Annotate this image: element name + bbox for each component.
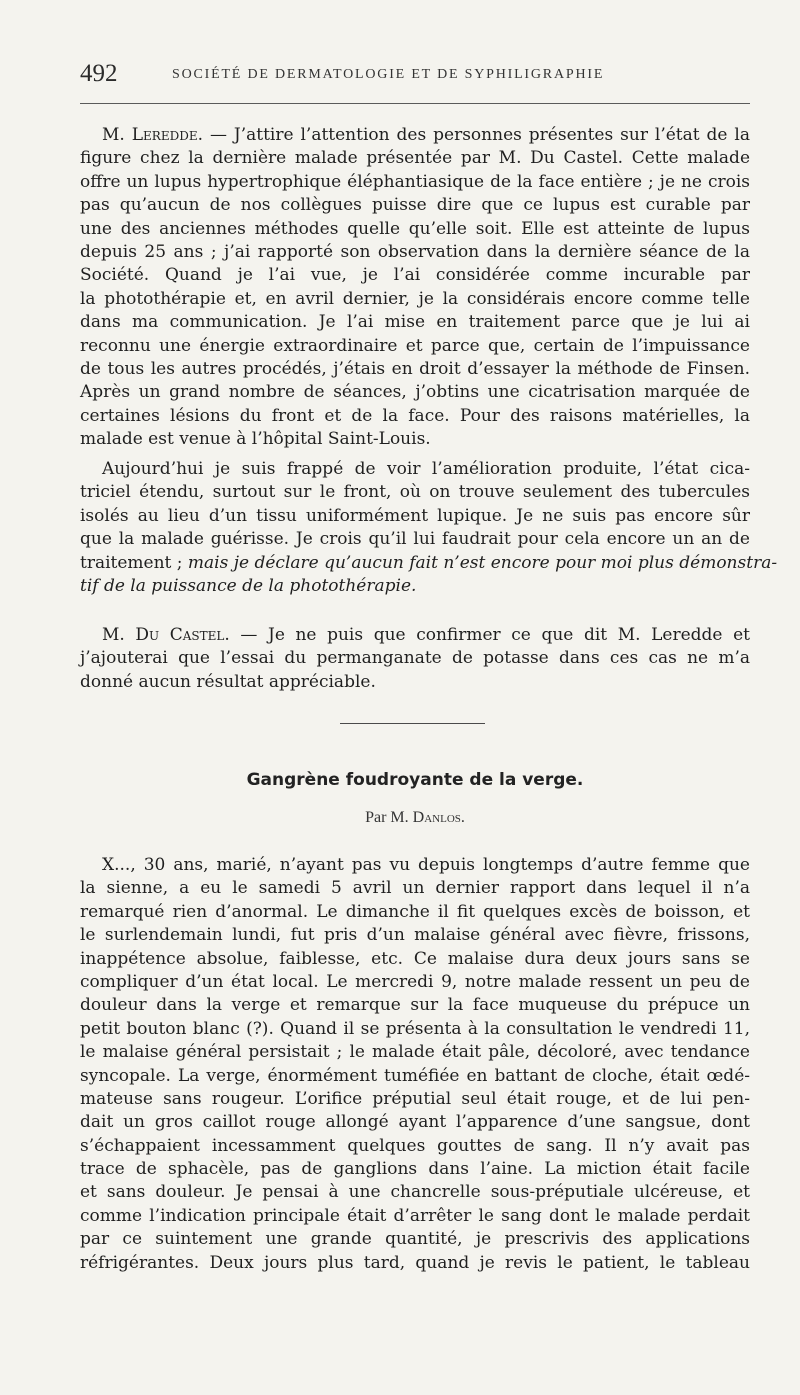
- text-line: M. Du Castel. — Je ne puis que confirmer ce que dit M. Leredde et: [102, 625, 750, 645]
- text-line: certaines lésions du front et de la face. Pour des raisons matérielles, la: [80, 405, 750, 426]
- text-line: X..., 30 ans, marié, n’ayant pas vu depuis longtemps d’autre femme que: [102, 855, 750, 875]
- text-line: s’échappaient incessamment quelques gouttes de sang. Il n’y avait pas: [80, 1135, 750, 1156]
- text-line: j’ajouterai que l’essai du permanganate de potasse dans ces cas ne m’a: [80, 648, 750, 669]
- text-line: syncopale. La verge, énormément tuméfiée en battant de cloche, était œdé-: [80, 1065, 750, 1086]
- text-line: douleur dans la verge et remarque sur la face muqueuse du prépuce un: [80, 995, 750, 1016]
- text-line: la photothérapie et, en avril dernier, je la considérais encore comme telle: [80, 288, 750, 309]
- text-line: réfrigérantes. Deux jours plus tard, quand je revis le patient, le tableau: [80, 1252, 750, 1273]
- text-line: triciel étendu, surtout sur le front, où on trouve seulement des tubercules: [80, 482, 750, 503]
- speaker-name: M. Du Castel.: [102, 625, 230, 645]
- text-line: M. Leredde. — J’attire l’attention des personnes présentes sur l’état de la: [102, 125, 751, 145]
- author-name: Danlos.: [412, 809, 465, 826]
- text-line: offre un lupus hypertrophique éléphantiasique de la face entière ; je ne crois: [80, 171, 750, 192]
- article-byline: Par M. Danlos.: [365, 809, 465, 826]
- text-line: reconnu une énergie extraordinaire et parce que, certain de l’impuissance: [80, 335, 750, 356]
- text-line: que la malade guérisse. Je crois qu’il lui faudrait pour cela encore un an de: [80, 529, 750, 550]
- text-line: mateuse sans rougeur. L’orifice préputial seul était rouge, et de lui pen-: [80, 1088, 750, 1109]
- text-line: Société. Quand je l’ai vue, je l’ai considérée comme incurable par: [80, 265, 750, 286]
- text-line: le malaise général persistait ; le malade était pâle, décoloré, avec tendance: [80, 1042, 750, 1063]
- text-line: par ce suintement une grande quantité, je prescrivis des applications: [80, 1229, 750, 1250]
- italic-emphasis: tif de la puissance de la photothérapie.: [80, 575, 417, 596]
- speaker-name: M. Leredde.: [102, 125, 204, 145]
- text-line: isolés au lieu d’un tissu uniformément lupique. Je ne suis pas encore sûr: [80, 505, 750, 526]
- paragraph-du-castel: [80, 624, 750, 694]
- text-line: figure chez la dernière malade présentée par M. Du Castel. Cette malade: [80, 148, 750, 169]
- running-title: SOCIÉTÉ DE DERMATOLOGIE ET DE SYPHILIGRAPHIE: [172, 67, 605, 82]
- text-line: inappétence absolue, faiblesse, etc. Ce malaise dura deux jours sans se: [80, 948, 750, 969]
- text-line: pas qu’aucun de nos collègues puisse dire que ce lupus est curable par: [80, 195, 750, 216]
- text-line: de tous les autres procédés, j’étais en droit d’essayer la méthode de Finsen.: [80, 358, 750, 379]
- text-line: traitement ; mais je déclare qu’aucun fait n’est encore pour moi plus démonstra-: [80, 552, 778, 573]
- text-line: donné aucun résultat appréciable.: [80, 671, 376, 692]
- italic-emphasis: mais je déclare qu’aucun fait n’est encore pour moi plus démonstra-: [187, 552, 778, 573]
- section-divider: [340, 723, 485, 724]
- page-number: 492: [80, 60, 118, 87]
- text-line: Après un grand nombre de séances, j’obtins une cicatrisation marquée de: [80, 382, 750, 403]
- article-title: Gangrène foudroyante de la verge.: [246, 770, 584, 790]
- text-line: petit bouton blanc (?). Quand il se présenta à la consultation le vendredi 11,: [80, 1018, 750, 1039]
- paragraph-leredde: [80, 124, 750, 451]
- text-line: dait un gros caillot rouge allongé ayant l’apparence d’une sangsue, dont: [80, 1112, 750, 1133]
- paragraph-aujourdhui: [80, 458, 778, 598]
- text-line: Aujourd’hui je suis frappé de voir l’amélioration produite, l’état cica-: [102, 459, 750, 479]
- text-line: trace de sphacèle, pas de ganglions dans l’aine. La miction était facile: [80, 1159, 750, 1180]
- text-line: comme l’indication principale était d’arrêter le sang dont le malade perdait: [80, 1205, 750, 1226]
- article-body: [80, 854, 750, 1275]
- text-line: dans ma communication. Je l’ai mise en traitement parce que je lui ai: [80, 312, 750, 333]
- header-rule: [80, 103, 750, 104]
- page-header: [80, 60, 750, 100]
- text-line: remarqué rien d’anormal. Le dimanche il fit quelques excès de boisson, et: [80, 901, 750, 922]
- text-line: malade est venue à l’hôpital Saint-Louis.: [80, 429, 431, 450]
- text-line: la sienne, a eu le samedi 5 avril un dernier rapport dans lequel il n’a: [80, 878, 750, 899]
- text-line: depuis 25 ans ; j’ai rapporté son observation dans la dernière séance de la: [80, 241, 750, 262]
- text-line: le surlendemain lundi, fut pris d’un malaise général avec fièvre, frissons,: [80, 925, 750, 946]
- text-line: [80, 575, 750, 598]
- text-line: et sans douleur. Je pensai à une chancrelle sous-préputiale ulcéreuse, et: [80, 1182, 750, 1203]
- text-line: compliquer d’un état local. Le mercredi 9, notre malade ressent un peu de: [80, 971, 750, 992]
- text-line: une des anciennes méthodes quelle qu’elle soit. Elle est atteinte de lupus: [80, 218, 750, 239]
